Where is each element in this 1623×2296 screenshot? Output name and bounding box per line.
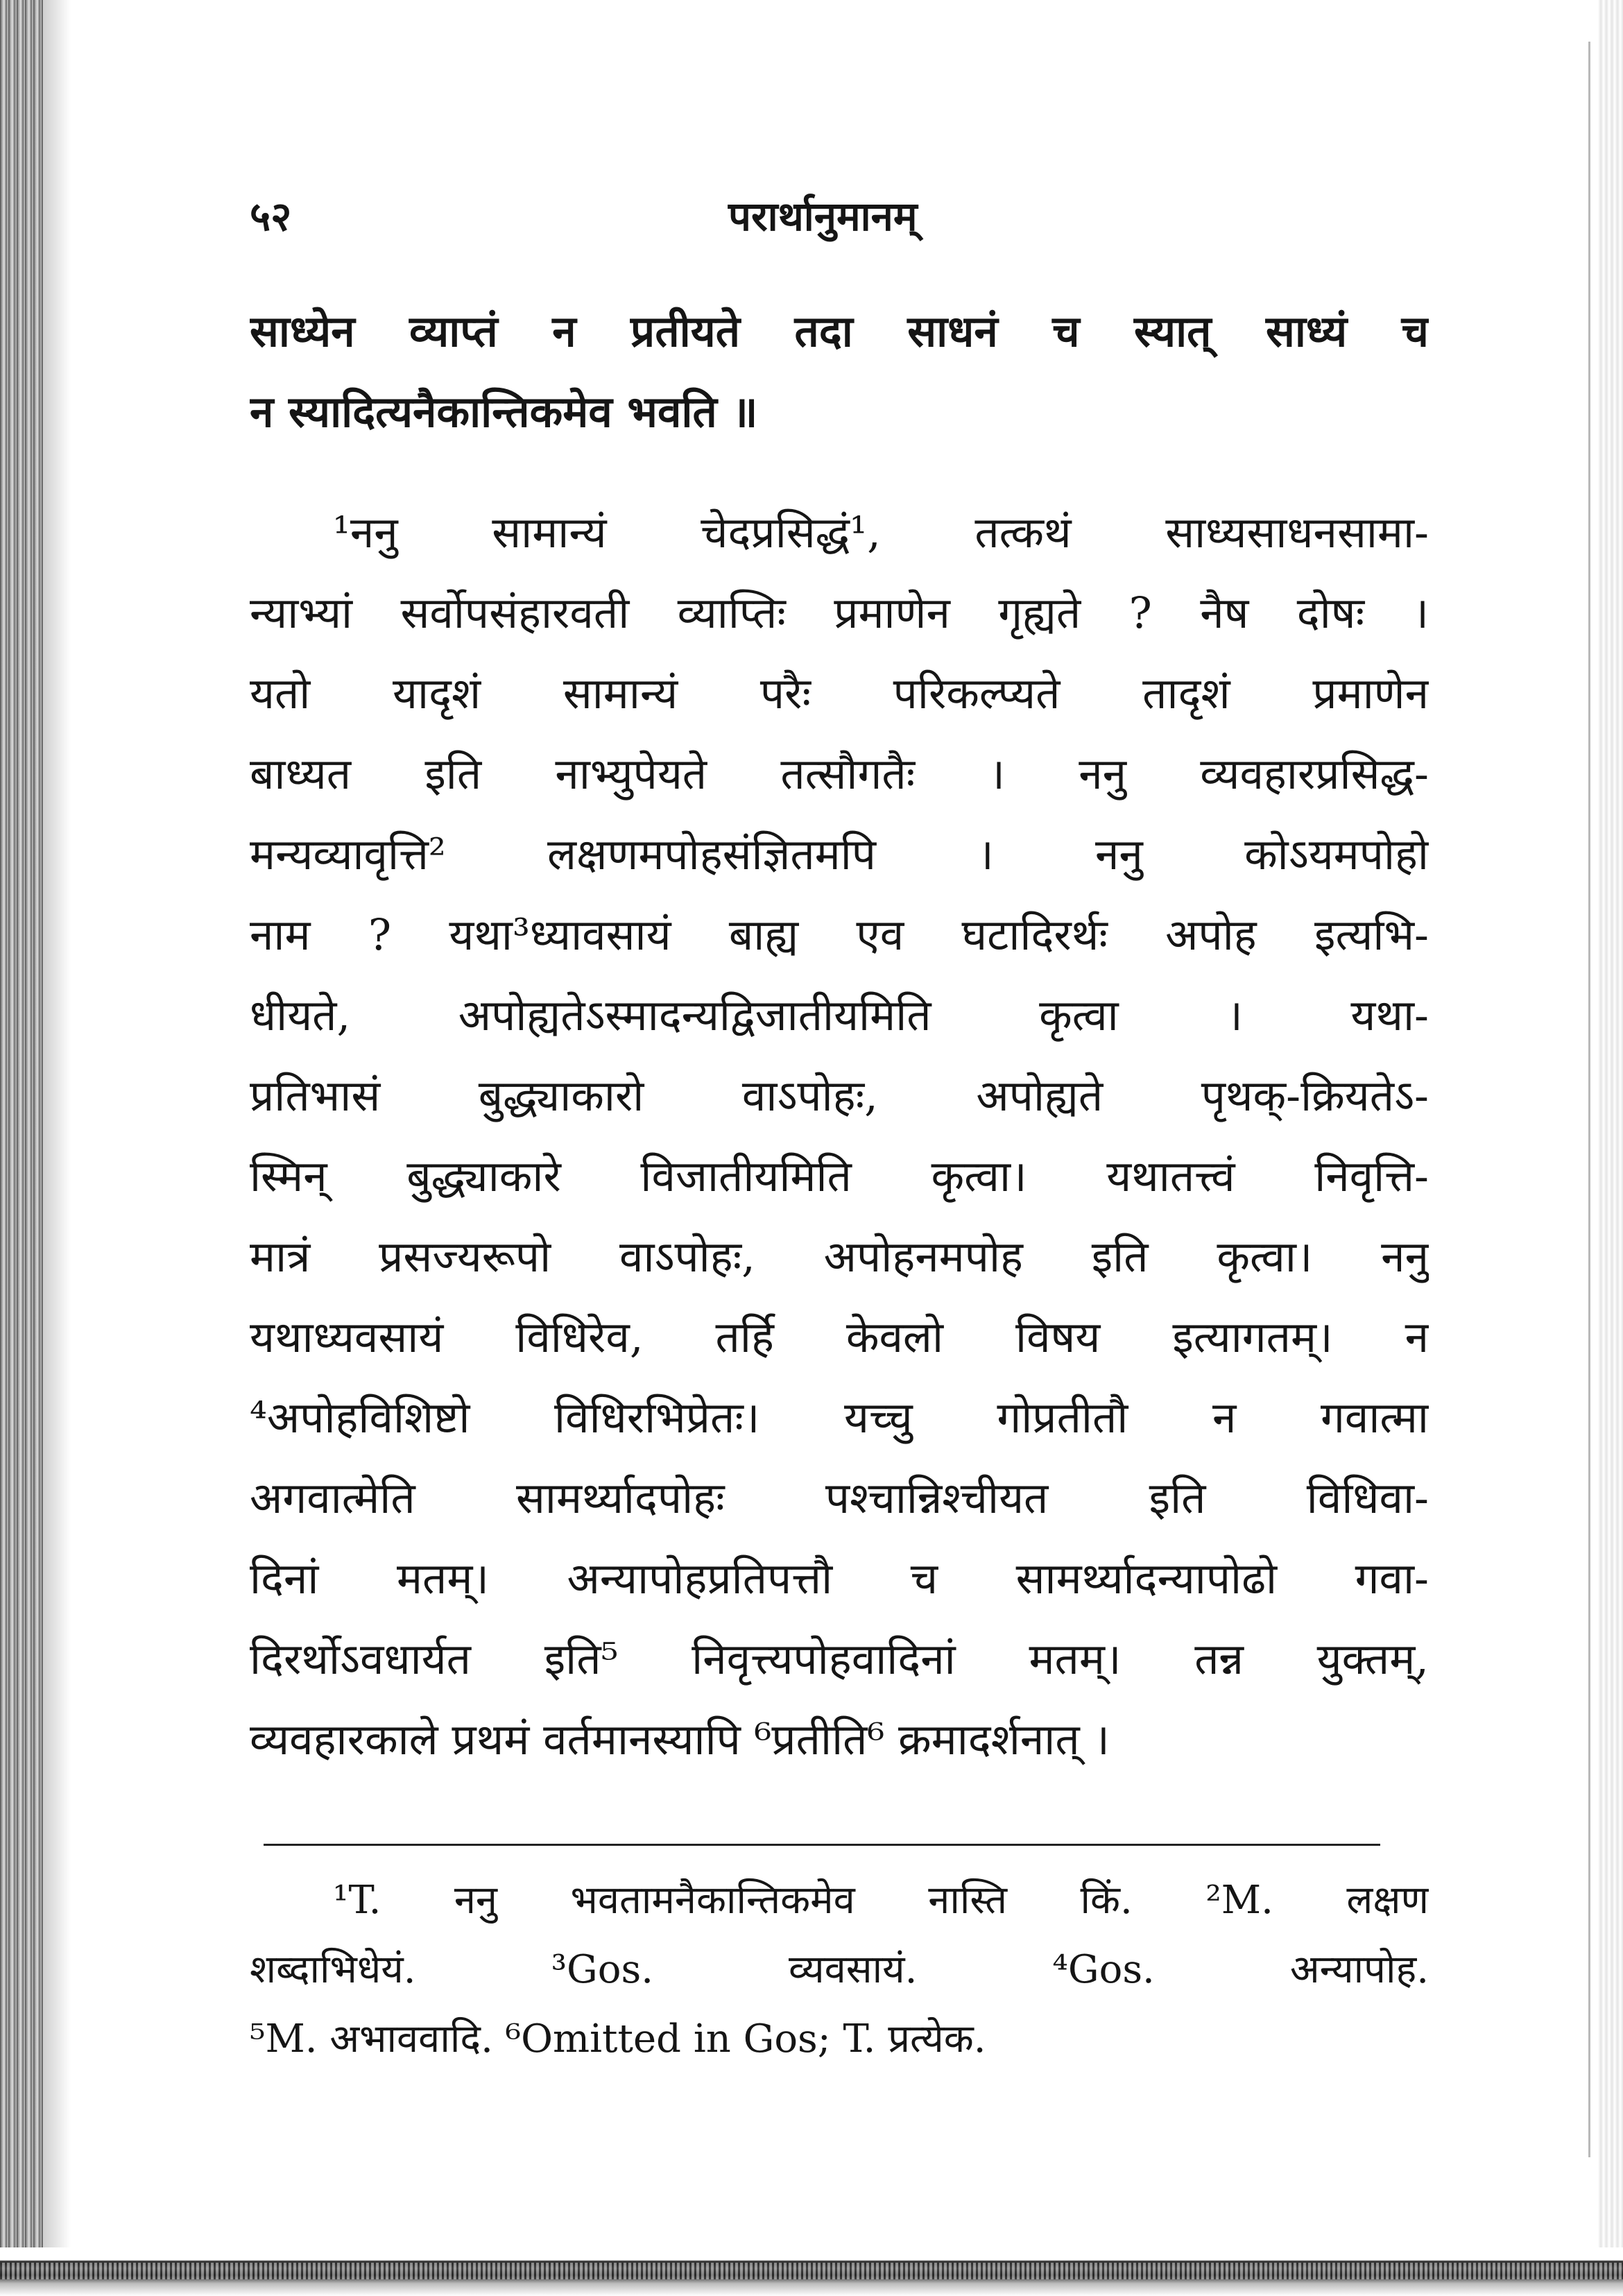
scan-left-edge xyxy=(0,0,43,2296)
text-line: दिरर्थोऽवधार्यत इति⁵ निवृत्त्यपोहवादिनां मतम्। तन्न युक्तम्, xyxy=(250,1634,1429,1684)
footnote-line: ¹T. ननु भवतामनैकान्तिकमेव नास्ति किं. ²M. लक्षण xyxy=(333,1878,1429,1923)
text-line: मन्यव्यावृत्ति² लक्षणमपोहसंज्ञितमपि । ननु कोऽयमपोहो xyxy=(250,829,1429,880)
text-line: यतो यादृशं सामान्यं परैः परिकल्प्यते तादृशं प्रमाणेन xyxy=(250,668,1429,719)
page-number: ५२ xyxy=(250,193,292,240)
scan-bottom-hatch xyxy=(0,2263,1623,2279)
footnote-line: शब्दाभिधेयं. ³Gos. व्यवसायं. ⁴Gos. अन्यापोह. xyxy=(250,1947,1429,1992)
text-line: न स्यादित्यनैकान्तिकमेव भवति ॥ xyxy=(250,386,758,437)
text-line: नाम ? यथा³ध्यावसायं बाह्य एव घटादिरर्थः अपोह इत्यभि- xyxy=(250,909,1429,960)
text-line: अगवात्मेति सामर्थ्यादपोहः पश्चान्निश्चीयत इति विधिवा- xyxy=(250,1473,1429,1523)
scan-right-edge xyxy=(1598,0,1623,2296)
text-line: प्रतिभासं बुद्ध्याकारो वाऽपोहः, अपोह्यते पृथक्-क्रियतेऽ- xyxy=(250,1070,1429,1121)
text-line: धीयते, अपोह्यतेऽस्मादन्यद्विजातीयमिति कृत्वा । यथा- xyxy=(250,990,1429,1040)
scan-right-rule xyxy=(1588,42,1590,2157)
footnotes xyxy=(250,1866,1429,2074)
text-line: व्यवहारकाले प्रथमं वर्तमानस्यापि ⁶प्रतीति⁶ क्रमादर्शनात् । xyxy=(250,1714,1110,1765)
running-title: परार्थानुमानम् xyxy=(728,193,918,240)
text-line: न्याभ्यां सर्वोपसंहारवती व्याप्तिः प्रमाणेन गृह्यते ? नैष दोषः । xyxy=(250,588,1429,638)
text-line: स्मिन् बुद्ध्याकारे विजातीयमिति कृत्वा। यथातत्त्वं निवृत्ति- xyxy=(250,1151,1429,1201)
paragraph-gap xyxy=(250,452,1429,492)
footnote-divider xyxy=(264,1844,1380,1846)
page-header xyxy=(250,187,1429,250)
footnote-line: ⁵M. अभाववादि. ⁶Omitted in Gos; T. प्रत्येक. xyxy=(250,2016,986,2062)
text-line: ¹ननु सामान्यं चेदप्रसिद्धं¹, तत्कथं साध्यसाधनसामा- xyxy=(333,507,1429,558)
main-text xyxy=(250,291,1429,1780)
text-line: बाध्यत इति नाभ्युपेयते तत्सौगतैः । ननु व्यवहारप्रसिद्ध- xyxy=(250,748,1429,799)
text-line: ⁴अपोहविशिष्टो विधिरभिप्रेतः। यच्चु गोप्रतीतौ न गवात्मा xyxy=(250,1392,1429,1443)
text-line: साध्येन व्याप्तं न प्रतीयते तदा साधनं च स्यात् साध्यं च xyxy=(250,306,1429,357)
text-line: दिनां मतम्। अन्यापोहप्रतिपत्तौ च सामर्थ्यादन्यापोढो गवा- xyxy=(250,1553,1429,1604)
text-line: मात्रं प्रसज्यरूपो वाऽपोहः, अपोहनमपोह इति कृत्वा। ननु xyxy=(250,1231,1429,1282)
text-line: यथाध्यवसायं विधिरेव, तर्हि केवलो विषय इत्यागतम्। न xyxy=(250,1312,1429,1362)
scan-left-shadow xyxy=(43,0,71,2296)
